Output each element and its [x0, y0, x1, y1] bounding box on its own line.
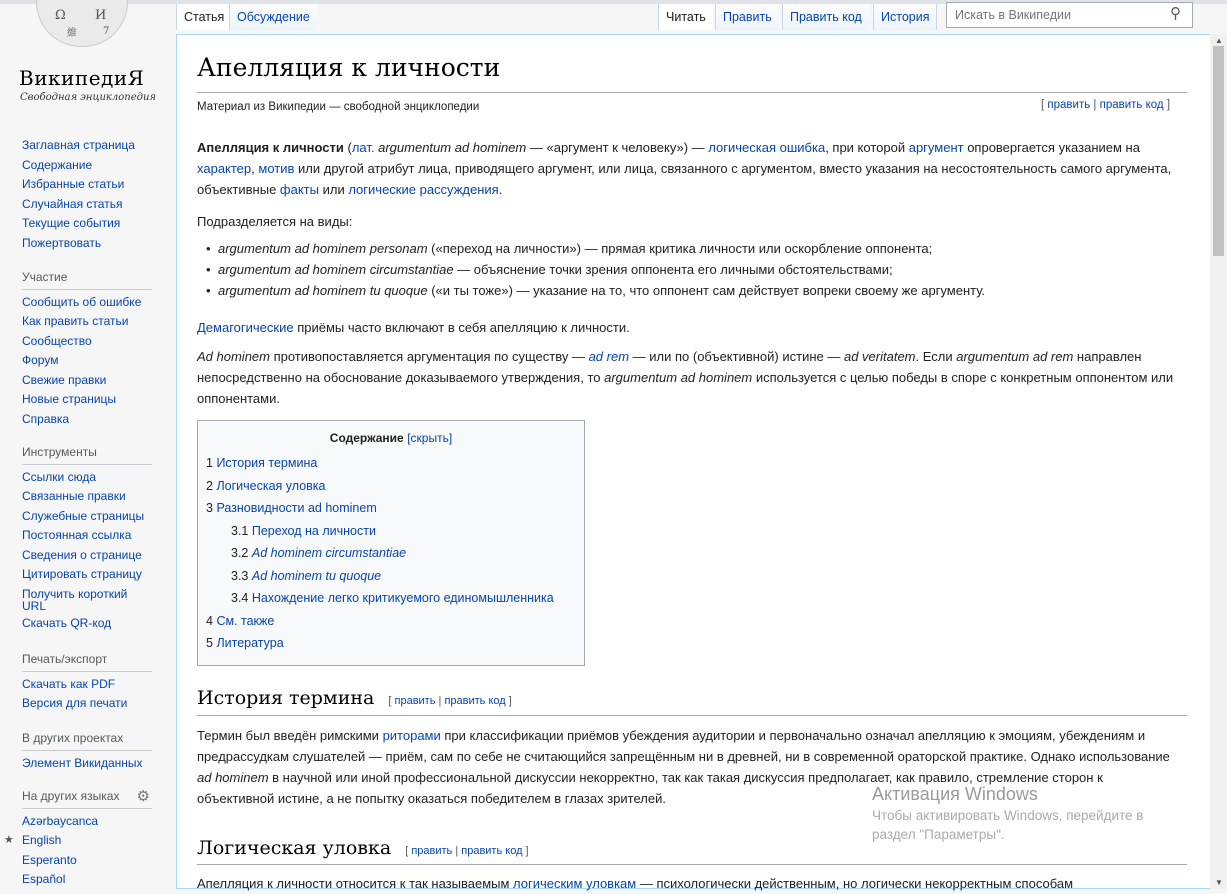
section-divider [197, 715, 1187, 716]
scroll-down-icon[interactable]: ▼ [1215, 878, 1223, 887]
sidebar-link[interactable]: Форум [22, 353, 59, 367]
star-icon: ★ [4, 834, 14, 846]
nav-random[interactable]: Случайная статья [22, 196, 123, 211]
vertical-scrollbar[interactable] [1210, 34, 1227, 889]
table-of-contents [197, 420, 585, 666]
languages-heading: На других языках ⚙ [22, 787, 152, 809]
list-item: • argumentum ad hominem personam («переход на личности») — прямая критика личности или оскорбление оппонента; [197, 238, 1177, 259]
tab-read[interactable]: Читать [658, 4, 713, 30]
lead-paragraph: Апелляция к личности (лат. argumentum ad hominem — «аргумент к человеку») — логическая ошибка, при которой аргумент опровергается указанием на характер, мотив или другой атрибут лица, приводящего аргумент, или лица, связанного с аргументом, вместо указания на несостоятельность самого аргумента, объективные факты или логические рассуждения. [197, 140, 1172, 197]
sidebar-link[interactable]: Элемент Викиданных [22, 755, 143, 770]
lang-link[interactable]: Español [22, 872, 66, 886]
nav-contents[interactable]: Содержание [22, 157, 93, 172]
article-content [176, 34, 1210, 889]
page-title: Апелляция к личности [197, 53, 501, 82]
sidebar-link[interactable]: Скачать как PDF [22, 676, 116, 691]
sidebar-link[interactable]: Новые страницы [22, 392, 117, 406]
nav-portal [22, 136, 152, 253]
tab-edit-source[interactable]: Править код [782, 4, 869, 30]
toc-item[interactable]: 1 История термина [206, 456, 318, 470]
demagogy-paragraph: Демагогические приёмы часто включают в себя апелляцию к личности. [197, 320, 630, 335]
nav-donate[interactable]: Пожертвовать [22, 235, 102, 250]
nav-current-events[interactable]: Текущие события [22, 216, 121, 230]
section-divider [197, 864, 1187, 865]
sidebar-link[interactable]: Свежие правки [22, 372, 107, 387]
sidebar-link[interactable]: Служебные страницы [22, 508, 145, 523]
search-icon[interactable]: ⚲ [1170, 5, 1181, 22]
lang-link[interactable]: Azərbaycanca [22, 813, 99, 828]
wordmark[interactable]: ВикипедиЯ [19, 66, 145, 90]
sidebar-link[interactable]: Постоянная ссылка [22, 528, 132, 542]
sidebar-link[interactable]: Версия для печати [22, 696, 128, 710]
edit-links: [ править | править код ] [1041, 99, 1171, 111]
globe-icon: Ω И 維 7 [36, 0, 128, 47]
scrollbar-thumb[interactable] [1213, 46, 1224, 256]
toc-item[interactable]: 5 Литература [206, 636, 284, 650]
nav-featured[interactable]: Избранные статьи [22, 177, 125, 191]
participation-heading: Участие [22, 268, 152, 290]
history-paragraph: Термин был введён римскими риторами при классификации приёмов убеждения аудитории и первоначально означал апелляцию к эмоциям, убеждениям и предрассудкам слушателей — приём, сам по себе не считающийся запрещённым ни в древней, ни в современной ораторской практике. Однако использование ad hominem в научной или иной профессиональной дискуссии некорректно, так как такая дискуссия предполагает, как правило, стремление сторон к объективной истине, а не попытку оказаться победителем в глазах зрителей. [197, 728, 1170, 806]
windows-activation-line2: раздел "Параметры". [872, 827, 1005, 842]
toc-item[interactable]: 3.4 Нахождение легко критикуемого единомышленника [231, 591, 554, 605]
sidebar-link[interactable]: Получить короткий URL [22, 586, 128, 613]
tab-history[interactable]: История [873, 4, 937, 30]
windows-activation-line1: Чтобы активировать Windows, перейдите в [872, 808, 1144, 823]
fallacy-paragraph: Апелляция к личности относится к так называемым логическим уловкам — психологически действенным, но логически некорректным способам [197, 876, 1074, 891]
windows-activation-title: Активация Windows [872, 784, 1038, 804]
search-input[interactable] [946, 2, 1193, 28]
tab-article[interactable]: Статья [176, 4, 231, 30]
sidebar-link[interactable]: Ссылки сюда [22, 469, 96, 484]
sidebar-link[interactable]: Справка [22, 411, 70, 426]
tools-heading: Инструменты [22, 443, 152, 465]
toc-item[interactable]: 2 Логическая уловка [206, 479, 326, 493]
list-item: • argumentum ad hominem tu quoque («и ты тоже») — указание на то, что оппонент сам действует вопреки своему же аргументу. [197, 280, 1177, 301]
section-edit-links: [ править | править код ] [388, 695, 512, 707]
toc-hide-toggle[interactable]: [скрыть] [407, 431, 453, 445]
edit-link[interactable]: править [1047, 99, 1091, 111]
section-heading-fallacy: Логическая уловка [ править | править код ] [197, 837, 529, 859]
sidebar-link[interactable]: Сообщество [22, 333, 92, 348]
toc-item[interactable]: 3.1 Переход на личности [231, 524, 376, 538]
toc-title: Содержание [скрыть] [329, 431, 453, 445]
types-list [197, 238, 1177, 301]
gear-icon[interactable]: ⚙ [136, 788, 150, 805]
section-edit-links: [ править | править код ] [405, 845, 529, 857]
other-projects-portal [22, 729, 152, 773]
languages-portal [4, 787, 152, 890]
tab-talk[interactable]: Обсуждение [229, 4, 317, 30]
title-divider [197, 92, 1187, 93]
lang-link[interactable]: Esperanto [22, 852, 77, 867]
types-intro: Подразделяется на виды: [197, 214, 353, 229]
scroll-up-icon[interactable]: ▲ [1215, 36, 1223, 45]
print-portal [22, 650, 152, 714]
adrem-paragraph: Ad hominem противопоставляется аргументация по существу — ad rem — или по (объективной) истине — ad veritatem. Если argumentum ad rem направлен непосредственно на обоснование доказываемого утверждения, то argumentum ad hominem используется с целью победы в споре с конкретным оппонентом или оппонентами. [197, 349, 1174, 406]
toc-item[interactable]: 3.2 Ad hominem circumstantiae [231, 546, 407, 560]
sidebar-link[interactable]: Сведения о странице [22, 547, 142, 562]
print-heading: Печать/экспорт [22, 650, 152, 672]
section-heading-history: История термина [ править | править код ] [197, 687, 512, 709]
other-projects-heading: В других проектах [22, 729, 152, 751]
tools-portal [22, 443, 152, 633]
sidebar-link[interactable]: Скачать QR-код [22, 615, 112, 630]
list-item: • argumentum ad hominem circumstantiae — объяснение точки зрения оппонента его личными обстоятельствами; [197, 259, 1177, 280]
tab-edit[interactable]: Править [715, 4, 779, 30]
tagline: Свободная энциклопедия [20, 92, 157, 103]
sidebar-link[interactable]: Сообщить об ошибке [22, 294, 142, 309]
page-subtitle: Материал из Википедии — свободной энциклопедии [197, 101, 480, 113]
lang-link[interactable]: English [22, 833, 62, 847]
nav-main-page[interactable]: Заглавная страница [22, 138, 135, 152]
toc-item[interactable]: 3 Разновидности ad hominem [206, 501, 377, 515]
toc-item[interactable]: 3.3 Ad hominem tu quoque [231, 569, 382, 583]
sidebar-link[interactable]: Связанные правки [22, 489, 126, 503]
sidebar-link[interactable]: Как править статьи [22, 314, 129, 328]
edit-source-link[interactable]: править код [1099, 99, 1164, 111]
sidebar-link[interactable]: Цитировать страницу [22, 567, 142, 581]
toc-item[interactable]: 4 См. также [206, 614, 275, 628]
participation-portal [22, 268, 152, 429]
sidebar [0, 0, 176, 889]
